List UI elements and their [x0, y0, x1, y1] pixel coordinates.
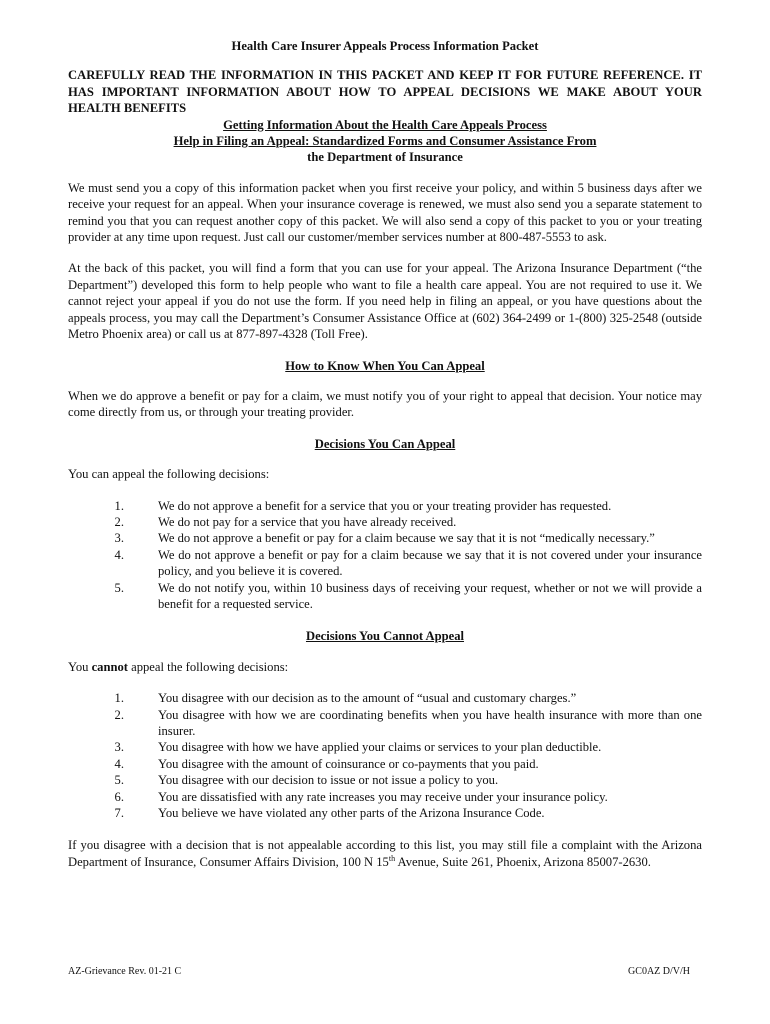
paragraph-packet-copy: We must send you a copy of this information packet when you first receive your policy, and within 5 business days after we receive your request for an appeal. When your insurance coverage is renewed, we must also send you a separate statement to remind you that you can request another copy of this packet. We will also send a copy of this packet to you or your treating provider at any time upon request. Just call our customer/member services number at 800-487-5553 to ask. — [68, 180, 702, 245]
list-number: 3. — [114, 740, 124, 755]
intro-cannot-appeal — [68, 659, 702, 675]
subhead-getting-info: Getting Information About the Health Care Appeals Process — [223, 117, 547, 132]
list-text: You disagree with how we have applied your claims or services to your plan deductible. — [158, 740, 602, 755]
paragraph-appeal-form: At the back of this packet, you will find a form that you can use for your appeal. The Arizona Insurance Department (“the Department”) developed this form to help people who want to file a health care appeal. You are not required to use it. We cannot reject your appeal if you do not use the form. If you need help in filing an appeal, or you have questions about the appeals process, you may call the Department’s Consumer Assistance Office at (602) 364-2499 or 1-(800) 325-2548 (outside Metro Phoenix area) or call us at 877-897-4328 (Toll Free). — [68, 261, 702, 342]
ordinal-suffix: th — [388, 853, 396, 863]
list-item — [68, 580, 702, 613]
list-number: 3. — [114, 531, 124, 546]
heading-how-to-know: How to Know When You Can Appeal — [285, 358, 485, 373]
document-title: Health Care Insurer Appeals Process Information Packet — [231, 39, 539, 53]
list-cannot-appeal — [68, 690, 702, 821]
list-item — [68, 547, 702, 580]
intro-can-appeal: You can appeal the following decisions: — [68, 467, 270, 482]
list-number: 6. — [114, 789, 124, 804]
paragraph-complaint — [68, 837, 702, 870]
list-item — [68, 739, 702, 755]
list-number: 4. — [114, 756, 124, 771]
intro-bold-cannot: cannot — [91, 659, 128, 674]
list-text: You disagree with the amount of coinsurance or co-payments that you paid. — [158, 756, 539, 771]
list-item — [68, 789, 702, 805]
list-can-appeal — [68, 498, 702, 613]
list-item — [68, 805, 702, 821]
list-text: We do not approve a benefit or pay for a claim because we say that it is not covered under your insurance policy, and you believe it is covered. — [158, 547, 702, 579]
list-number: 7. — [114, 806, 124, 821]
list-text: We do not pay for a service that you have already received. — [158, 514, 457, 529]
list-number: 5. — [114, 580, 124, 595]
heading-can-appeal: Decisions You Can Appeal — [314, 436, 456, 451]
list-number: 2. — [114, 514, 124, 529]
list-text: We do not notify you, within 10 business days of receiving your request, whether or not we will provide a benefit for a requested service. — [158, 580, 702, 611]
list-item — [68, 514, 702, 530]
list-number: 1. — [114, 691, 124, 706]
complaint-text-end: Avenue, Suite 261, Phoenix, Arizona 85007-2630. — [395, 854, 651, 869]
list-item — [68, 756, 702, 772]
caution-notice: CAREFULLY READ THE INFORMATION IN THIS PACKET AND KEEP IT FOR FUTURE REFERENCE. IT HAS IMPORTANT INFORMATION ABOUT HOW TO APPEAL DECISIONS WE MAKE ABOUT YOUR HEALTH BENEFITS — [68, 68, 702, 116]
footer-form-code: GC0AZ D/V/H — [628, 966, 690, 977]
list-item — [68, 772, 702, 788]
list-text: You disagree with how we are coordinating benefits when you have health insurance with more than one insurer. — [158, 707, 702, 738]
page-footer — [68, 964, 690, 980]
subhead-help-filing: Help in Filing an Appeal: Standardized Forms and Consumer Assistance From — [173, 134, 597, 149]
paragraph-how-to-know: When we do approve a benefit or pay for a claim, we must notify you of your right to appeal that decision. Your notice may come directly from us, or through your treating provider. — [68, 388, 702, 420]
list-number: 2. — [114, 707, 124, 722]
intro-suffix: appeal the following decisions: — [127, 659, 289, 674]
list-text: We do not approve a benefit or pay for a claim because we say that it is not “medically necessary.” — [158, 531, 655, 546]
intro-prefix: You — [68, 659, 92, 674]
list-item — [68, 498, 702, 514]
list-item — [68, 707, 702, 740]
list-number: 5. — [114, 773, 124, 788]
list-text: You disagree with our decision as to the amount of “usual and customary charges.” — [158, 691, 577, 706]
list-text: We do not approve a benefit for a service that you or your treating provider has requested. — [158, 498, 612, 513]
list-item — [68, 690, 702, 706]
footer-revision: AZ-Grievance Rev. 01-21 C — [68, 966, 182, 977]
list-text: You disagree with our decision to issue or not issue a policy to you. — [158, 773, 499, 788]
list-number: 4. — [114, 547, 124, 562]
list-text: You believe we have violated any other parts of the Arizona Insurance Code. — [158, 806, 545, 821]
complaint-text-start: If you disagree with a decision that is not appealable according to this list, you may still file a complaint with the Arizona Department of Insurance, Consumer Affairs Division, 100 N 15 — [68, 838, 702, 869]
heading-cannot-appeal: Decisions You Cannot Appeal — [305, 629, 465, 644]
list-number: 1. — [114, 498, 124, 513]
list-text: You are dissatisfied with any rate increases you may receive under your insurance policy. — [158, 789, 608, 804]
list-item — [68, 530, 702, 546]
subhead-help-filing-tail: the Department of Insurance — [307, 150, 463, 165]
